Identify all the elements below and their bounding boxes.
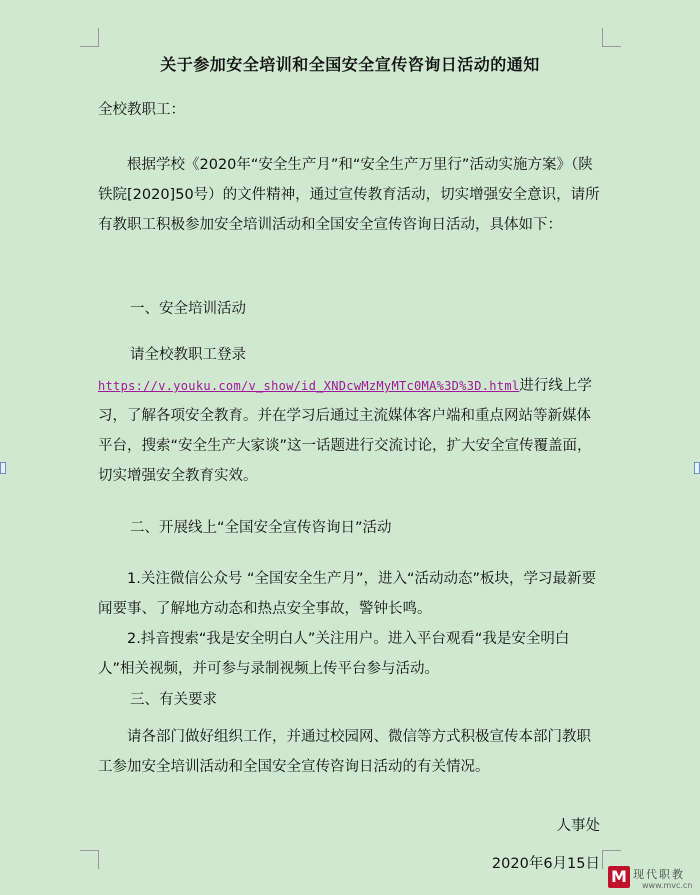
site-watermark [608,866,700,895]
requirements-paragraph: 请各部门做好组织工作，并通过校园网、微信等方式积极宣传本部门教职工参加安全培训活动和全国安全宣传咨询日活动的有关情况。 [98,729,591,775]
activity-item-wechat: 1.关注微信公众号 “全国安全生产月”，进入“活动动态”板块，学习最新要闻要事、了解地方动态和热点安全事故，警钟长鸣。 [98,571,596,617]
selection-handle-left[interactable] [0,462,6,474]
watermark-logo-icon: M [608,866,630,888]
document-title: 关于参加安全培训和全国安全宣传咨询日活动的通知 [160,55,540,74]
section-heading-requirements: 三、有关要求 [130,692,217,708]
training-paragraph [98,371,603,491]
activity-item-douyin: 2.抖音搜索“我是安全明白人”关注用户。进入平台观看“我是安全明白人”相关视频，并可参与录制视频上传平台参与活动。 [98,631,570,677]
issue-date: 2020年6月15日 [491,856,600,872]
salutation: 全校教职工： [98,102,185,118]
training-paragraph-text: 进行线上学习，了解各项安全教育。并在学习后通过主流媒体客户端和重点网站等新媒体平台，搜索“安全生产大家谈”这一话题进行交流讨论，扩大安全宣传覆盖面，切实增强安全教育实效。 [98,378,592,484]
section-heading-training: 一、安全培训活动 [130,301,246,317]
watermark-text: 现代职教 [633,868,685,881]
training-video-link[interactable]: https://v.youku.com/v_show/id_XNDcwMzMyMTc0MA%3D%3D.html [98,379,520,393]
margin-corner-mark [80,28,99,47]
selection-handle-right[interactable] [694,462,700,474]
margin-corner-mark [602,28,621,47]
watermark-url: www.mvc.cn [642,881,693,890]
signer: 人事处 [556,818,600,834]
section-heading-consultation-day: 二、开展线上“全国安全宣传咨询日”活动 [130,520,392,536]
login-instruction: 请全校教职工登录 [130,347,246,363]
intro-paragraph: 根据学校《2020年“安全生产月”和“安全生产万里行”活动实施方案》（陕铁院[2020]50号）的文件精神，通过宣传教育活动，切实增强安全意识，请所有教职工积极参加安全培训活动和全国安全宣传咨询日活动，具体如下： [98,157,600,233]
